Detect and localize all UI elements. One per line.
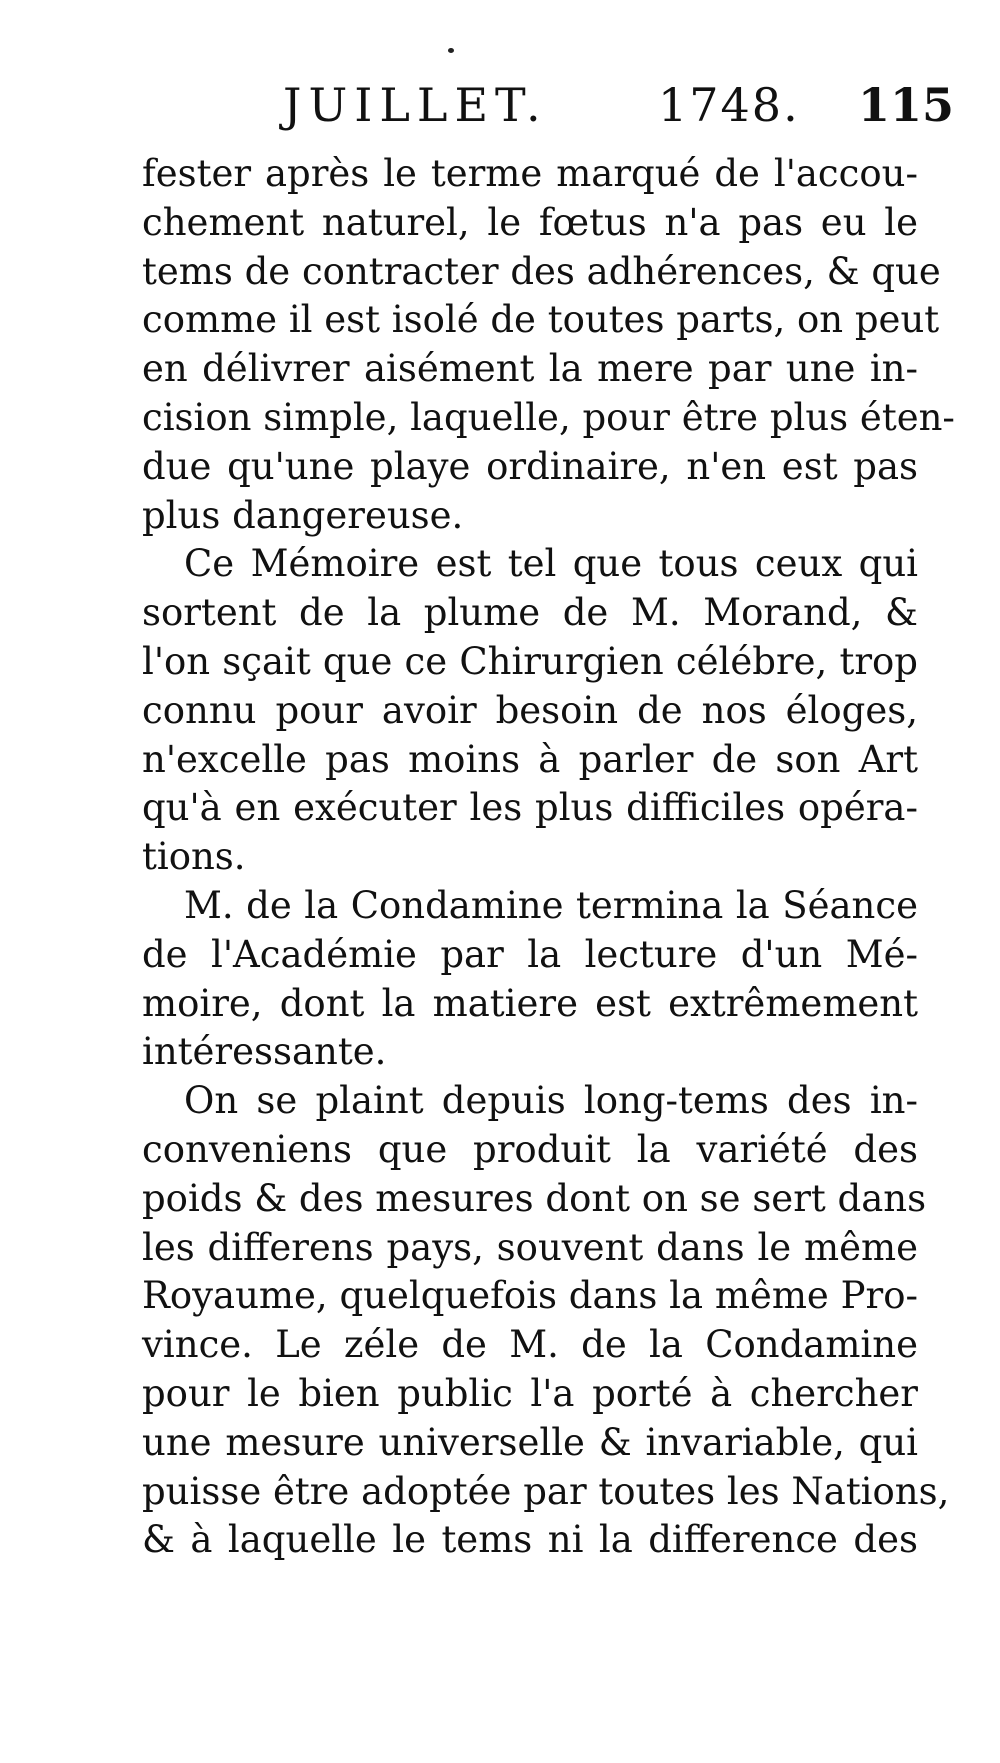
text-line: On se plaint depuis long-tems des in- [184,1079,918,1123]
text-line: comme il est isolé de toutes parts, on peut [142,298,940,342]
text-line: Ce Mémoire est tel que tous ceux qui [184,542,918,586]
text-line: puisse être adoptée par toutes les Nations, [142,1469,950,1513]
text-line: une mesure universelle & invariable, qui [142,1420,918,1464]
text-line: en délivrer aisément la mere par une in- [142,347,918,391]
text-line: intéressante. [142,1030,387,1074]
text-line: plus dangereuse. [142,493,464,537]
body-text [142,150,955,1565]
text-line: & à laquelle le tems ni la difference des [142,1518,918,1562]
text-line: cision simple, laquelle, pour être plus éten- [142,395,955,439]
text-line: due qu'une playe ordinaire, n'en est pas [142,444,918,488]
text-line: les differens pays, souvent dans le même [142,1225,918,1269]
page-number: 115 [858,78,955,132]
page-header [0,78,1000,142]
bottom-margin [0,1600,1000,1763]
running-title: JUILLET. [283,78,548,132]
text-line: l'on sçait que ce Chirurgien célébre, trop [142,639,918,683]
year: 1748. [658,78,800,132]
text-line: n'excelle pas moins à parler de son Art [142,737,918,781]
text-line: fester après le terme marqué de l'accou- [142,152,918,195]
text-line: de l'Académie par la lecture d'un Mé- [142,932,918,976]
text-line: connu pour avoir besoin de nos éloges, [142,688,918,732]
text-line: vince. Le zéle de M. de la Condamine [142,1323,918,1367]
text-line: poids & des mesures dont on se sert dans [142,1176,927,1220]
text-line: conveniens que produit la variété des [142,1127,918,1171]
text-line: moire, dont la matiere est extrêmement [142,981,918,1025]
text-line: pour le bien public l'a porté à chercher [142,1371,918,1415]
text-line: Royaume, quelquefois dans la même Pro- [142,1274,918,1318]
text-line: tions. [142,835,246,879]
text-line: tems de contracter des adhérences, & que [142,249,941,293]
text-line: qu'à en exécuter les plus difficiles opéra- [142,786,918,830]
text-line: M. de la Condamine termina la Séance [184,883,918,927]
text-line: chement naturel, le fœtus n'a pas eu le [142,200,918,244]
text-line: sortent de la plume de M. Morand, & [142,591,918,635]
signature-dot [448,48,454,53]
